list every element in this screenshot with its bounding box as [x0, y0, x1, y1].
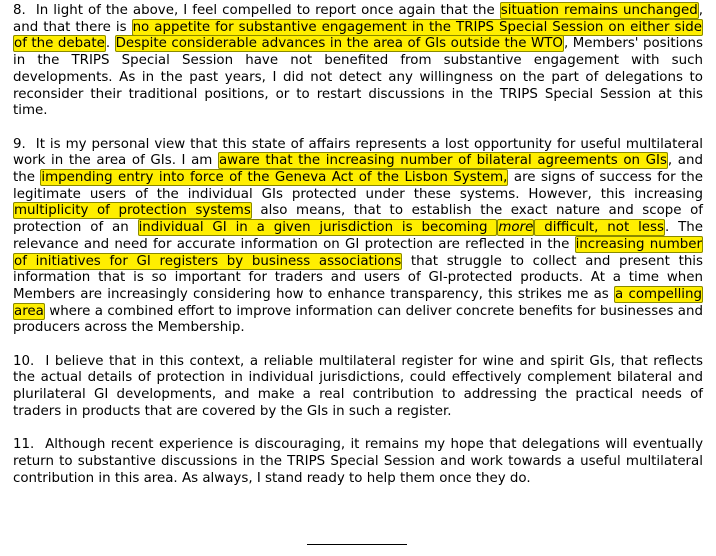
highlighted-text: difficult, not less — [535, 220, 664, 236]
highlighted-text: no appetite for substantive engagement in the TRIPS Special Session on either side of the debate — [14, 19, 702, 52]
highlighted-text: a compelling area — [14, 286, 702, 319]
paragraph-number: 9. — [13, 136, 26, 152]
body-text: In light of the above, I feel compelled to report once again that the — [35, 3, 500, 18]
paragraph-11 — [13, 437, 703, 487]
highlighted-text: Despite considerable advances in the area of GIs outside the WTO — [115, 36, 563, 52]
highlighted-text: impending entry into force of the Geneva Act of the Lisbon System, — [41, 170, 508, 186]
paragraph-number: 11. — [13, 437, 35, 453]
body-text: where a combined effort to improve information can deliver concrete benefits for businesses and producers across the Membership. — [13, 303, 703, 336]
paragraph-8 — [13, 3, 703, 120]
paragraph-10 — [13, 354, 703, 421]
body-text: are signs of success for the legitimate users of the individual GIs protected under these systems. However, this increasing — [13, 170, 704, 202]
footer-rule — [307, 544, 407, 545]
body-text: It is my personal view that this state of affairs represents a lost opportunity for useful multilateral work in the area of GIs. I am — [13, 136, 704, 169]
body-text: , and that there is — [13, 3, 703, 35]
highlighted-text: individual GI in a given jurisdiction is becoming — [138, 220, 497, 236]
body-text: that struggle to collect and present this information that is so important for traders and users of GI-protected products. At a time when Members are increasingly considering how to enhance transparency, this strikes me as — [13, 253, 703, 302]
body-text: , and the — [13, 153, 703, 186]
highlighted-text: aware that the increasing number of bilateral agreements on GIs — [218, 153, 667, 169]
body-text: , Members' positions in the TRIPS Special Session have not benefited from substantive engagement with such developments. As in the past years, I did not detect any willingness on the part of delegations to reconsider their traditional positions, or to restart discussions in the TRIPS Special Session at this time. — [13, 36, 704, 119]
highlighted-text: increasing number of initiatives for GI registers by business associations — [14, 236, 702, 269]
body-text: . The relevance and need for accurate information on GI protection are reflected in the — [13, 220, 703, 252]
paragraph-number: 10. — [13, 353, 35, 369]
highlighted-text: situation remains unchanged — [500, 3, 698, 18]
paragraph-9 — [13, 137, 703, 337]
body-text: I believe that in this context, a reliable multilateral register for wine and spirit GIs, that reflects the actual details of protection in individual jurisdictions, could effectively complement bilateral and plurilateral GI developments, and make a real contribution to addressing the practical needs of traders in products that are covered by the GIs in such a register. — [13, 353, 703, 419]
document-body — [13, 3, 703, 504]
body-text: . — [105, 36, 115, 52]
highlighted-text: more — [498, 220, 534, 236]
highlighted-text: multiplicity of protection systems — [14, 203, 251, 219]
body-text: Although recent experience is discouraging, it remains my hope that delegations will eventually return to substantive discussions in the TRIPS Special Session and work towards a useful multilateral contribution in this area. As always, I stand ready to help them once they do. — [13, 437, 704, 486]
paragraph-number: 8. — [13, 3, 26, 18]
body-text: also means, that to establish the exact nature and scope of protection of an — [13, 203, 703, 236]
